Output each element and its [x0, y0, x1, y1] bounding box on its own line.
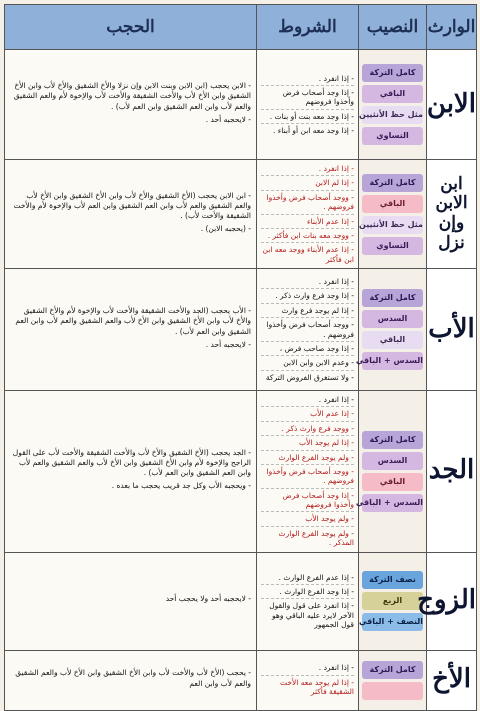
condition-text: - ووجد أصحاب فرض وأخذوا فروضهم . [261, 191, 354, 215]
header-conditions: الشروط [257, 5, 359, 50]
share-badge: الباقي [362, 85, 423, 103]
blocking-text: - لايحجبه أحد . [205, 339, 251, 349]
share-badge: السدس [362, 310, 423, 328]
blocking-cell [5, 269, 257, 391]
header-heir: الوارث [427, 5, 477, 50]
share-badge: السدس [362, 452, 423, 470]
blocking-cell [5, 391, 257, 553]
condition-text: - إذا وجد معه ابن أو أبناء . [273, 126, 354, 136]
conditions-cell [257, 650, 359, 710]
condition-text: - ولم يوجد الأب [261, 512, 354, 526]
condition-text: - إذا عدم الأبناء [261, 215, 354, 229]
share-badge [362, 682, 423, 700]
heir-cell: الأب [427, 269, 477, 391]
header-share: النصيب [359, 5, 427, 50]
condition-text: - ووجد أصحاب فرض وأخذوا فروضهم . [261, 465, 354, 489]
share-badge: التساوي [362, 237, 423, 255]
condition-text: - إذا عدم الأبناء ووجد معه ابن ابن فأكثر [262, 245, 354, 264]
condition-text: - ووجد فرع وارث ذكر . [261, 422, 354, 436]
share-badge: الربع [362, 592, 423, 610]
condition-text: - إذا انفرد . [261, 275, 354, 289]
condition-text: - إذا وجد فرع وارث ذكر . [261, 289, 354, 303]
condition-text: - إذا لم يوجد الأب [261, 436, 354, 450]
share-badge: السدس + الباقي [362, 494, 423, 512]
conditions-cell [257, 552, 359, 650]
share-badge: الباقي [362, 473, 423, 491]
share-badge: كامل التركة [362, 289, 423, 307]
conditions-cell [257, 160, 359, 269]
share-badge: مثل حظ الأنثيين [362, 216, 423, 234]
condition-text: - إذا وجد أصحاب فرض وأخذوا فروضهم [261, 86, 354, 110]
blocking-text: - لايحجبه أحد . [205, 114, 251, 124]
condition-text: - إذا انفرد . [261, 661, 354, 675]
share-badge: التساوي [362, 127, 423, 145]
condition-text: - إذا وجد الفرع الوارث . [261, 585, 354, 599]
blocking-text: - الأب يحجب (الجد والأخت الشقيقة والأخت لأب والإخوة لأم والأخ الشقيق والأخ لأب وابن الأخ الشقيق وابن الأخ لأب والعم الشقيق والعم لأب وابن العم الشقيق وابن العم لأب) . [15, 306, 251, 336]
blocking-text: - الجد يحجب (الأخ الشقيق والأخ لأب والأخت الشقيقة والأخت لأب على القول الراجح والإخوة لأم وابن الأخ الشقيق وابن الأخ لأب والعم الشقيق والعم لأب وابن العم الشقيق وابن العم لأب) . [12, 448, 251, 478]
condition-text: - ووجد معه بنات ابن فأكثر . [261, 229, 354, 243]
condition-text: - إذا عدم الفرع الوارث . [261, 571, 354, 585]
share-badge: نصف التركة [362, 571, 423, 589]
conditions-cell [257, 391, 359, 553]
blocking-text: - يحجب (الأخ لأب والأخت لأب وابن الأخ الشقيق وابن الأخ لأب والعم الشقيق والعم لأب وابن العم [15, 668, 251, 688]
condition-text: - إذا انفرد . [261, 393, 354, 407]
shares-cell [355, 269, 427, 391]
share-badge: الباقي [362, 195, 423, 213]
blocking-cell [5, 552, 257, 650]
table-row [5, 552, 477, 650]
share-badge: كامل التركة [362, 64, 423, 82]
share-badge: مثل حظ الأنثيين [362, 106, 423, 124]
conditions-cell [257, 269, 359, 391]
shares-cell [359, 650, 427, 710]
condition-text: - إذا لم يوجد معه الأخت الشقيقة فأكثر [280, 677, 354, 697]
condition-text: - إذا لم الابن [261, 176, 354, 190]
conditions-cell [257, 50, 359, 160]
share-badge: السدس + الباقي [362, 352, 423, 370]
condition-text: - إذا انفرد على قول والقول الآخر لايرد عليه الباقي وهو قول الجمهور [269, 601, 354, 630]
header-blocking: الحجب [5, 5, 257, 50]
share-badge: الباقي [362, 331, 423, 349]
table-row [5, 650, 477, 710]
condition-text: - إذا وجد معه بنت أو بنات . [261, 110, 354, 124]
heir-cell: الأخ [427, 650, 477, 710]
table-row [5, 391, 477, 553]
condition-text: - إذا انفرد . [261, 162, 354, 176]
table-row [5, 50, 477, 160]
condition-text: - إذا وجد أصحاب فرض وأخذوا فروضهم [261, 489, 354, 513]
blocking-text: - ويحجبه الأب وكل جد قريب يحجب ما بعده . [111, 481, 251, 491]
condition-text: - ووجد أصحاب فرض وأخذوا فروضهم . [261, 318, 354, 342]
blocking-cell [5, 160, 257, 269]
share-badge: كامل التركة [362, 174, 423, 192]
condition-text: - إذا انفرد . [261, 72, 354, 86]
shares-cell [355, 391, 427, 553]
condition-text: - إذا وجد صاحب فرض ، [261, 342, 354, 356]
blocking-cell [5, 50, 257, 160]
heir-cell: الزوج [427, 552, 477, 650]
condition-text: - ولم يوجد الفرع الوارث المذكر . [278, 528, 354, 548]
blocking-text: - الابن يحجب (ابن الابن وبنت الابن وإن نزلا والأخ الشقيق والأخ لأب وابن الأخ الشقيق وابن الأخ لأب والأخت الشقيقة والأخت لأب والإخوة لأم والعم الشقيق والعم لأب وابن العم الشقيق وابن العم لأب) . [13, 81, 251, 111]
condition-text: - ولم يوجد الفرع الوارث [261, 451, 354, 465]
heir-cell: الجد [427, 391, 477, 553]
condition-text: - إذا عدم الأب [261, 407, 354, 421]
condition-text: - ولا تستغرق الفروض التركة [265, 372, 354, 382]
share-badge: كامل التركة [362, 431, 423, 449]
header-row [5, 5, 477, 50]
share-badge: النصف + الباقي [362, 613, 423, 631]
condition-text: - وعدم الابن وابن الابن [261, 356, 354, 370]
blocking-cell [5, 650, 257, 710]
table-row [5, 269, 477, 391]
condition-text: - إذا لم يوجد فرع وارث [261, 304, 354, 318]
shares-cell [359, 160, 427, 269]
blocking-text: - ابن الابن يحجب (الأخ الشقيق والأخ لأب وابن الأخ الشقيق وابن الأخ لأب والعم الشقيق والعم لأب وابن العم الشقيق وابن العم لأب والإخوة لأم والأخت الشقيقة والأخت لأب) . [13, 190, 251, 220]
inheritance-table [4, 4, 477, 711]
table-row [5, 160, 477, 269]
heir-cell: الابن [427, 50, 477, 160]
share-badge: كامل التركة [362, 661, 423, 679]
shares-cell [359, 50, 427, 160]
blocking-text: - لايحجبه أحد ولا يحجب أحد [165, 594, 251, 604]
heir-cell: ابن الابن وإن نزل [427, 160, 477, 269]
blocking-text: - (يحجبه الابن) . [200, 224, 251, 234]
